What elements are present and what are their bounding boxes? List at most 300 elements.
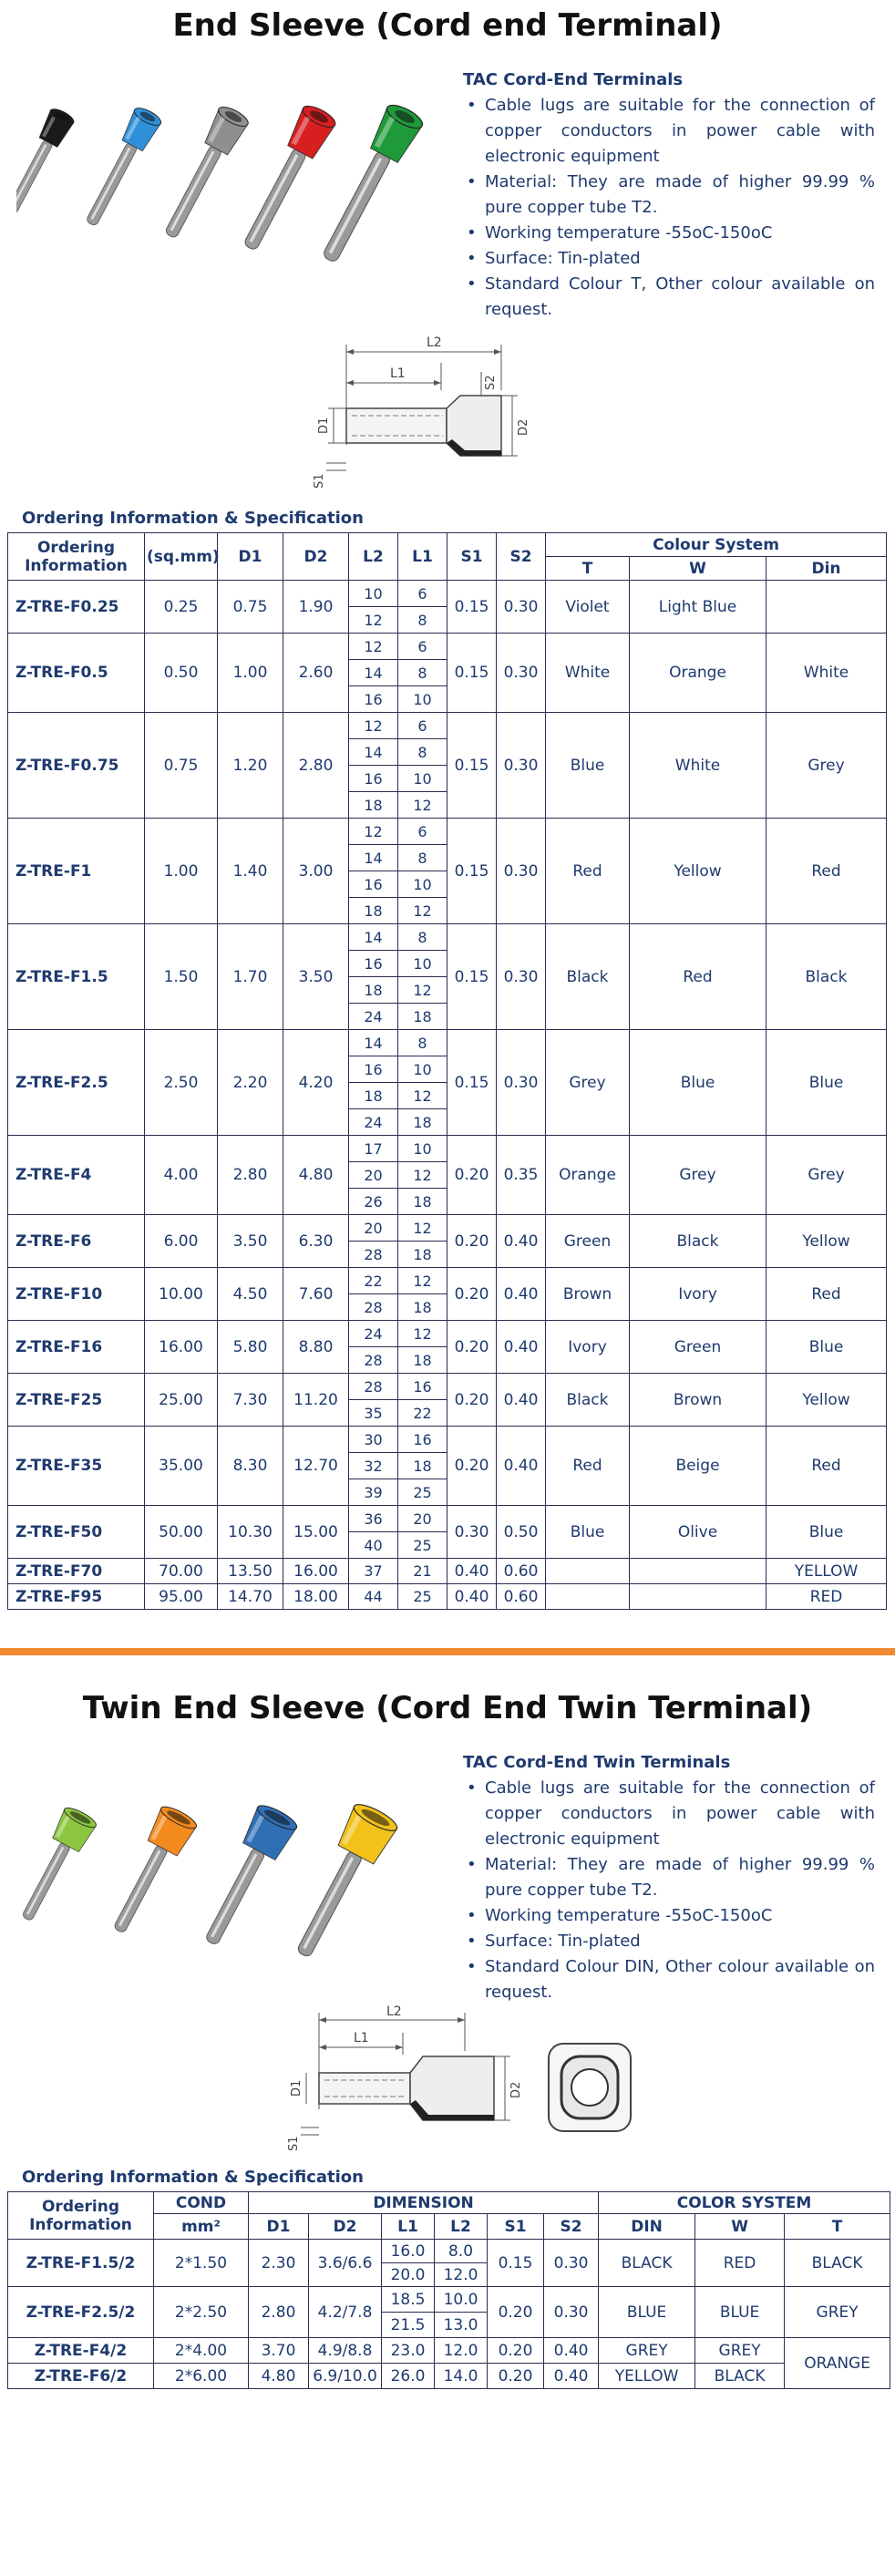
header-mm2: mm² — [154, 2214, 249, 2240]
row-s2: 0.30 — [497, 819, 546, 924]
row-sqmm: 50.00 — [145, 1506, 218, 1559]
row-sqmm: 0.50 — [145, 634, 218, 713]
row-s2: 0.40 — [497, 1427, 546, 1506]
row-colour-din: Grey — [766, 713, 887, 819]
row-l2: 17 — [349, 1136, 398, 1162]
row-s2: 0.30 — [497, 634, 546, 713]
row-sqmm: 95.00 — [145, 1584, 218, 1610]
row-d1: 3.70 — [249, 2338, 309, 2364]
row-l2: 32 — [349, 1453, 398, 1479]
spec-item: • Working temperature -55oC-150oC — [463, 1903, 875, 1929]
section-divider — [0, 1648, 895, 1655]
row-d2: 4.2/7.8 — [309, 2287, 382, 2338]
row-mm2: 2*4.00 — [154, 2338, 249, 2364]
row-l2: 18 — [349, 898, 398, 924]
row-d2: 1.90 — [283, 581, 349, 634]
row-s2: 0.40 — [544, 2338, 599, 2364]
row-l2: 24 — [349, 1321, 398, 1347]
row-d1: 1.00 — [218, 634, 283, 713]
header-d1: D1 — [249, 2214, 309, 2240]
row-s1: 0.20 — [448, 1374, 497, 1427]
header-d2: D2 — [283, 533, 349, 581]
row-colour-t: Blue — [546, 1506, 630, 1559]
row-l1: 8 — [398, 924, 448, 951]
row-colour-w: Black — [630, 1215, 766, 1268]
row-l2: 16 — [349, 686, 398, 713]
spec-list — [463, 1776, 875, 2005]
row-colour-din: YELLOW — [766, 1559, 887, 1584]
row-code: Z-TRE-F1 — [8, 819, 145, 924]
row-colour-t: Red — [546, 819, 630, 924]
row-d2: 6.30 — [283, 1215, 349, 1268]
row-s2: 0.30 — [497, 581, 546, 634]
row-colour-t: White — [546, 634, 630, 713]
row-l1: 25 — [398, 1584, 448, 1610]
row-sqmm: 4.00 — [145, 1136, 218, 1215]
row-s2: 0.30 — [497, 713, 546, 819]
header-ordering: Ordering Information — [8, 533, 145, 581]
row-s2: 0.40 — [544, 2364, 599, 2389]
row-l2: 10 — [349, 581, 398, 607]
spec-item: • Cable lugs are suitable for the connection of copper conductors in power cable with electronic equipment — [463, 1776, 875, 1852]
row-sqmm: 2.50 — [145, 1030, 218, 1136]
row-l1: 18 — [398, 1453, 448, 1479]
row-s1: 0.40 — [448, 1584, 497, 1610]
row-d2: 2.80 — [283, 713, 349, 819]
spec-list — [463, 93, 875, 323]
row-code: Z-TRE-F35 — [8, 1427, 145, 1506]
spec-item: • Working temperature -55oC-150oC — [463, 221, 875, 246]
row-l1: 10 — [398, 1056, 448, 1083]
row-l1: 12 — [398, 1083, 448, 1109]
row-l2: 12 — [349, 607, 398, 634]
row-s1: 0.20 — [448, 1136, 497, 1215]
row-code: Z-TRE-F0.5 — [8, 634, 145, 713]
header-din: DIN — [599, 2214, 695, 2240]
row-colour-t: Black — [546, 1374, 630, 1427]
row-s2: 0.40 — [497, 1215, 546, 1268]
row-sqmm: 70.00 — [145, 1559, 218, 1584]
row-colour-t — [546, 1584, 630, 1610]
spec-item: • Surface: Tin-plated — [463, 246, 875, 272]
row-code: Z-TRE-F10 — [8, 1268, 145, 1321]
label-s1: S1 — [287, 2136, 301, 2151]
row-code: Z-TRE-F4/2 — [8, 2338, 154, 2364]
row-d1: 8.30 — [218, 1427, 283, 1506]
row-l1: 10 — [398, 766, 448, 792]
row-d2: 4.20 — [283, 1030, 349, 1136]
row-l1: 8 — [398, 660, 448, 686]
row-d2: 8.80 — [283, 1321, 349, 1374]
row-d1: 1.40 — [218, 819, 283, 924]
header-d2: D2 — [309, 2214, 382, 2240]
row-l1: 22 — [398, 1400, 448, 1427]
row-code: Z-TRE-F70 — [8, 1559, 145, 1584]
row-l2: 13.0 — [435, 2313, 488, 2338]
end-sleeve-spec-table — [7, 532, 887, 1610]
spec-item: • Standard Colour T, Other colour available on request. — [463, 272, 875, 323]
row-colour-w: Beige — [630, 1427, 766, 1506]
row-colour-t: Black — [546, 924, 630, 1030]
table-row — [8, 1427, 887, 1453]
spec-item: • Material: They are made of higher 99.99 % pure copper tube T2. — [463, 170, 875, 221]
label-l1: L1 — [354, 2031, 369, 2045]
row-l1: 16 — [398, 1427, 448, 1453]
header-sqmm: (sq.mm) — [145, 533, 218, 581]
row-colour-t: Blue — [546, 713, 630, 819]
row-colour-w: Olive — [630, 1506, 766, 1559]
table-heading: Ordering Information & Specification — [22, 2168, 364, 2187]
row-d1: 4.50 — [218, 1268, 283, 1321]
sleeve-illustration — [77, 105, 163, 231]
row-d1: 3.50 — [218, 1215, 283, 1268]
row-s1: 0.15 — [488, 2240, 544, 2287]
header-t: T — [546, 557, 630, 581]
header-colour-system: Colour System — [546, 533, 887, 557]
row-l1: 12 — [398, 1268, 448, 1294]
row-s1: 0.20 — [488, 2338, 544, 2364]
row-l1: 8 — [398, 739, 448, 766]
row-l2: 30 — [349, 1427, 398, 1453]
label-s1: S1 — [313, 473, 326, 489]
row-l1: 6 — [398, 634, 448, 660]
header-cond: COND — [154, 2192, 249, 2214]
twin-dimension-diagram — [255, 2000, 656, 2164]
row-d2: 3.00 — [283, 819, 349, 924]
row-l2: 35 — [349, 1400, 398, 1427]
row-s1: 0.15 — [448, 581, 497, 634]
row-colour-t: Ivory — [546, 1321, 630, 1374]
row-l2: 18 — [349, 792, 398, 819]
sleeve-illustration — [156, 103, 252, 243]
row-l2: 14 — [349, 1030, 398, 1056]
row-s1: 0.20 — [448, 1427, 497, 1506]
row-colour-din: Yellow — [766, 1374, 887, 1427]
label-l2: L2 — [427, 335, 442, 350]
header-l2: L2 — [349, 533, 398, 581]
table-row — [8, 1215, 887, 1242]
sleeve-illustration — [16, 106, 76, 218]
row-sqmm: 1.00 — [145, 819, 218, 924]
table-row — [8, 1374, 887, 1400]
row-l1: 25 — [398, 1479, 448, 1506]
row-l2: 10.0 — [435, 2287, 488, 2313]
row-d2: 15.00 — [283, 1506, 349, 1559]
twin-end-sleeve-section — [0, 1683, 895, 2389]
row-l2: 39 — [349, 1479, 398, 1506]
row-d1: 4.80 — [249, 2364, 309, 2389]
intro-block — [0, 53, 895, 326]
row-s2: 0.40 — [497, 1374, 546, 1427]
table-row — [8, 634, 887, 660]
row-sqmm: 35.00 — [145, 1427, 218, 1506]
row-d2: 18.00 — [283, 1584, 349, 1610]
row-colour-t: Orange — [546, 1136, 630, 1215]
row-d1: 2.80 — [249, 2287, 309, 2338]
row-d2: 3.6/6.6 — [309, 2240, 382, 2287]
row-l2: 16 — [349, 766, 398, 792]
row-code: Z-TRE-F1.5 — [8, 924, 145, 1030]
row-d1: 7.30 — [218, 1374, 283, 1427]
row-colour-w: Grey — [630, 1136, 766, 1215]
dimension-diagram — [273, 326, 620, 500]
row-colour-w: Blue — [630, 1030, 766, 1136]
row-colour-t: Red — [546, 1427, 630, 1506]
row-l2: 12 — [349, 634, 398, 660]
row-s2: 0.30 — [497, 1030, 546, 1136]
row-colour-din: Black — [766, 924, 887, 1030]
spec-heading: TAC Cord-End Terminals — [463, 70, 684, 89]
row-colour-din — [766, 581, 887, 634]
row-colour-w: Brown — [630, 1374, 766, 1427]
row-code: Z-TRE-F25 — [8, 1374, 145, 1427]
row-l2: 22 — [349, 1268, 398, 1294]
row-s2: 0.60 — [497, 1584, 546, 1610]
table-row — [8, 1584, 887, 1610]
header-s1: S1 — [488, 2214, 544, 2240]
row-d1: 1.20 — [218, 713, 283, 819]
row-t: BLACK — [785, 2240, 890, 2287]
row-s2: 0.40 — [497, 1268, 546, 1321]
row-colour-w: Yellow — [630, 819, 766, 924]
row-colour-t: Grey — [546, 1030, 630, 1136]
header-din: Din — [766, 557, 887, 581]
label-d1: D1 — [290, 2079, 303, 2097]
row-d1: 13.50 — [218, 1559, 283, 1584]
row-colour-din: Blue — [766, 1030, 887, 1136]
header-w: W — [630, 557, 766, 581]
row-l2: 16 — [349, 1056, 398, 1083]
row-l1: 18 — [398, 1189, 448, 1215]
row-s1: 0.20 — [448, 1321, 497, 1374]
row-s1: 0.20 — [448, 1268, 497, 1321]
row-l2: 12 — [349, 819, 398, 845]
row-colour-w: Light Blue — [630, 581, 766, 634]
row-d2: 6.9/10.0 — [309, 2364, 382, 2389]
row-d1: 14.70 — [218, 1584, 283, 1610]
row-l1: 12 — [398, 1162, 448, 1189]
row-colour-t: Green — [546, 1215, 630, 1268]
row-l2: 14 — [349, 845, 398, 871]
row-code: Z-TRE-F2.5 — [8, 1030, 145, 1136]
row-d1: 2.20 — [218, 1030, 283, 1136]
header-l1: L1 — [398, 533, 448, 581]
row-l1: 16 — [398, 1374, 448, 1400]
row-s2: 0.30 — [497, 924, 546, 1030]
row-l1: 6 — [398, 819, 448, 845]
row-din: GREY — [599, 2338, 695, 2364]
row-l1: 8 — [398, 607, 448, 634]
row-d1: 5.80 — [218, 1321, 283, 1374]
header-s2: S2 — [544, 2214, 599, 2240]
dimension-diagram-wrap — [0, 326, 895, 505]
row-d2: 4.80 — [283, 1136, 349, 1215]
row-l2: 12.0 — [435, 2338, 488, 2364]
row-t: GREY — [785, 2287, 890, 2338]
row-colour-w: Green — [630, 1321, 766, 1374]
row-colour-din: Blue — [766, 1321, 887, 1374]
row-code: Z-TRE-F2.5/2 — [8, 2287, 154, 2338]
row-d2: 12.70 — [283, 1427, 349, 1506]
row-l1: 18.5 — [382, 2287, 435, 2313]
table-row — [8, 1506, 887, 1532]
row-sqmm: 16.00 — [145, 1321, 218, 1374]
header-s2: S2 — [497, 533, 546, 581]
row-d1: 1.70 — [218, 924, 283, 1030]
row-colour-t — [546, 1559, 630, 1584]
row-colour-t: Violet — [546, 581, 630, 634]
row-mm2: 2*1.50 — [154, 2240, 249, 2287]
row-l2: 24 — [349, 1109, 398, 1136]
row-l2: 18 — [349, 977, 398, 1004]
row-s2: 0.60 — [497, 1559, 546, 1584]
end-sleeve-product-image — [16, 62, 445, 290]
row-l2: 37 — [349, 1559, 398, 1584]
row-d1: 0.75 — [218, 581, 283, 634]
page-title: End Sleeve (Cord end Terminal) — [172, 7, 723, 44]
row-l1: 18 — [398, 1109, 448, 1136]
row-l2: 26 — [349, 1189, 398, 1215]
row-s2: 0.40 — [497, 1321, 546, 1374]
header-dimension: DIMENSION — [249, 2192, 599, 2214]
row-din: BLACK — [599, 2240, 695, 2287]
row-code: Z-TRE-F50 — [8, 1506, 145, 1559]
row-l2: 14 — [349, 660, 398, 686]
spec-item: • Material: They are made of higher 99.99 % pure copper tube T2. — [463, 1852, 875, 1903]
row-l2: 14 — [349, 739, 398, 766]
row-l1: 18 — [398, 1347, 448, 1374]
row-l2: 20 — [349, 1162, 398, 1189]
row-s1: 0.15 — [448, 819, 497, 924]
row-l1: 12 — [398, 792, 448, 819]
header-t: T — [785, 2214, 890, 2240]
row-l1: 8 — [398, 1030, 448, 1056]
row-l2: 18 — [349, 1083, 398, 1109]
row-l2: 28 — [349, 1347, 398, 1374]
row-d2: 2.60 — [283, 634, 349, 713]
table-row — [8, 1268, 887, 1294]
header-ordering: Ordering Information — [8, 2192, 154, 2240]
row-code: Z-TRE-F1.5/2 — [8, 2240, 154, 2287]
row-l1: 12 — [398, 898, 448, 924]
spec-heading: TAC Cord-End Twin Terminals — [463, 1753, 731, 1772]
header-d1: D1 — [218, 533, 283, 581]
row-l2: 12 — [349, 713, 398, 739]
row-l1: 18 — [398, 1004, 448, 1030]
row-code: Z-TRE-F0.75 — [8, 713, 145, 819]
row-d2: 11.20 — [283, 1374, 349, 1427]
label-l2: L2 — [386, 2004, 402, 2019]
row-l1: 18 — [398, 1294, 448, 1321]
table-row — [8, 1030, 887, 1056]
header-s1: S1 — [448, 533, 497, 581]
table-row — [8, 924, 887, 951]
row-code: Z-TRE-F16 — [8, 1321, 145, 1374]
table-heading: Ordering Information & Specification — [22, 509, 364, 528]
table-row — [8, 1321, 887, 1347]
row-l2: 28 — [349, 1242, 398, 1268]
row-s2: 0.30 — [544, 2287, 599, 2338]
page-title: Twin End Sleeve (Cord End Twin Terminal) — [82, 1690, 813, 1726]
row-l1: 25 — [398, 1532, 448, 1559]
row-t: ORANGE — [785, 2338, 890, 2389]
row-s1: 0.15 — [448, 1030, 497, 1136]
row-code: Z-TRE-F6/2 — [8, 2364, 154, 2389]
row-code: Z-TRE-F95 — [8, 1584, 145, 1610]
row-l2: 40 — [349, 1532, 398, 1559]
sleeve-illustration — [233, 102, 338, 256]
row-s1: 0.20 — [488, 2287, 544, 2338]
row-colour-w: Orange — [630, 634, 766, 713]
row-sqmm: 10.00 — [145, 1268, 218, 1321]
row-l1: 21 — [398, 1559, 448, 1584]
twin-end-sleeve-spec-table — [7, 2191, 890, 2389]
row-s1: 0.15 — [448, 634, 497, 713]
row-colour-din: Red — [766, 1427, 887, 1506]
row-colour-din: White — [766, 634, 887, 713]
sleeve-illustration — [282, 1799, 400, 1965]
row-s2: 0.35 — [497, 1136, 546, 1215]
row-s1: 0.15 — [448, 713, 497, 819]
table-row — [8, 1136, 887, 1162]
row-colour-din: Red — [766, 819, 887, 924]
row-l2: 8.0 — [435, 2240, 488, 2263]
row-s2: 0.50 — [497, 1506, 546, 1559]
row-colour-din: Blue — [766, 1506, 887, 1559]
label-d1: D1 — [317, 417, 331, 434]
row-l2: 14 — [349, 924, 398, 951]
row-w: BLACK — [695, 2364, 785, 2389]
label-d2: D2 — [509, 2081, 523, 2098]
row-s2: 0.30 — [544, 2240, 599, 2287]
row-l2: 36 — [349, 1506, 398, 1532]
row-l1: 20 — [398, 1506, 448, 1532]
row-l1: 10 — [398, 1136, 448, 1162]
row-d1: 10.30 — [218, 1506, 283, 1559]
row-l1: 6 — [398, 581, 448, 607]
intro-block — [0, 1736, 895, 2000]
table-row — [8, 1559, 887, 1584]
row-sqmm: 1.50 — [145, 924, 218, 1030]
row-l1: 21.5 — [382, 2313, 435, 2338]
row-l2: 20 — [349, 1215, 398, 1242]
row-sqmm: 0.25 — [145, 581, 218, 634]
dimension-diagram-wrap — [0, 2000, 895, 2164]
sleeve-illustration — [16, 1805, 98, 1928]
row-l2: 28 — [349, 1374, 398, 1400]
label-s2: S2 — [484, 375, 498, 390]
row-s1: 0.20 — [488, 2364, 544, 2389]
row-mm2: 2*6.00 — [154, 2364, 249, 2389]
row-code: Z-TRE-F4 — [8, 1136, 145, 1215]
row-l1: 10 — [398, 871, 448, 898]
row-d1: 2.30 — [249, 2240, 309, 2287]
row-l1: 26.0 — [382, 2364, 435, 2389]
row-colour-din: RED — [766, 1584, 887, 1610]
row-d2: 16.00 — [283, 1559, 349, 1584]
row-sqmm: 6.00 — [145, 1215, 218, 1268]
row-l1: 12 — [398, 1215, 448, 1242]
row-colour-w — [630, 1559, 766, 1584]
header-l1: L1 — [382, 2214, 435, 2240]
spec-block — [463, 67, 875, 323]
row-sqmm: 0.75 — [145, 713, 218, 819]
row-l2: 16 — [349, 871, 398, 898]
row-l1: 12 — [398, 977, 448, 1004]
row-l2: 12.0 — [435, 2263, 488, 2287]
row-colour-w: White — [630, 713, 766, 819]
header-l2: L2 — [435, 2214, 488, 2240]
